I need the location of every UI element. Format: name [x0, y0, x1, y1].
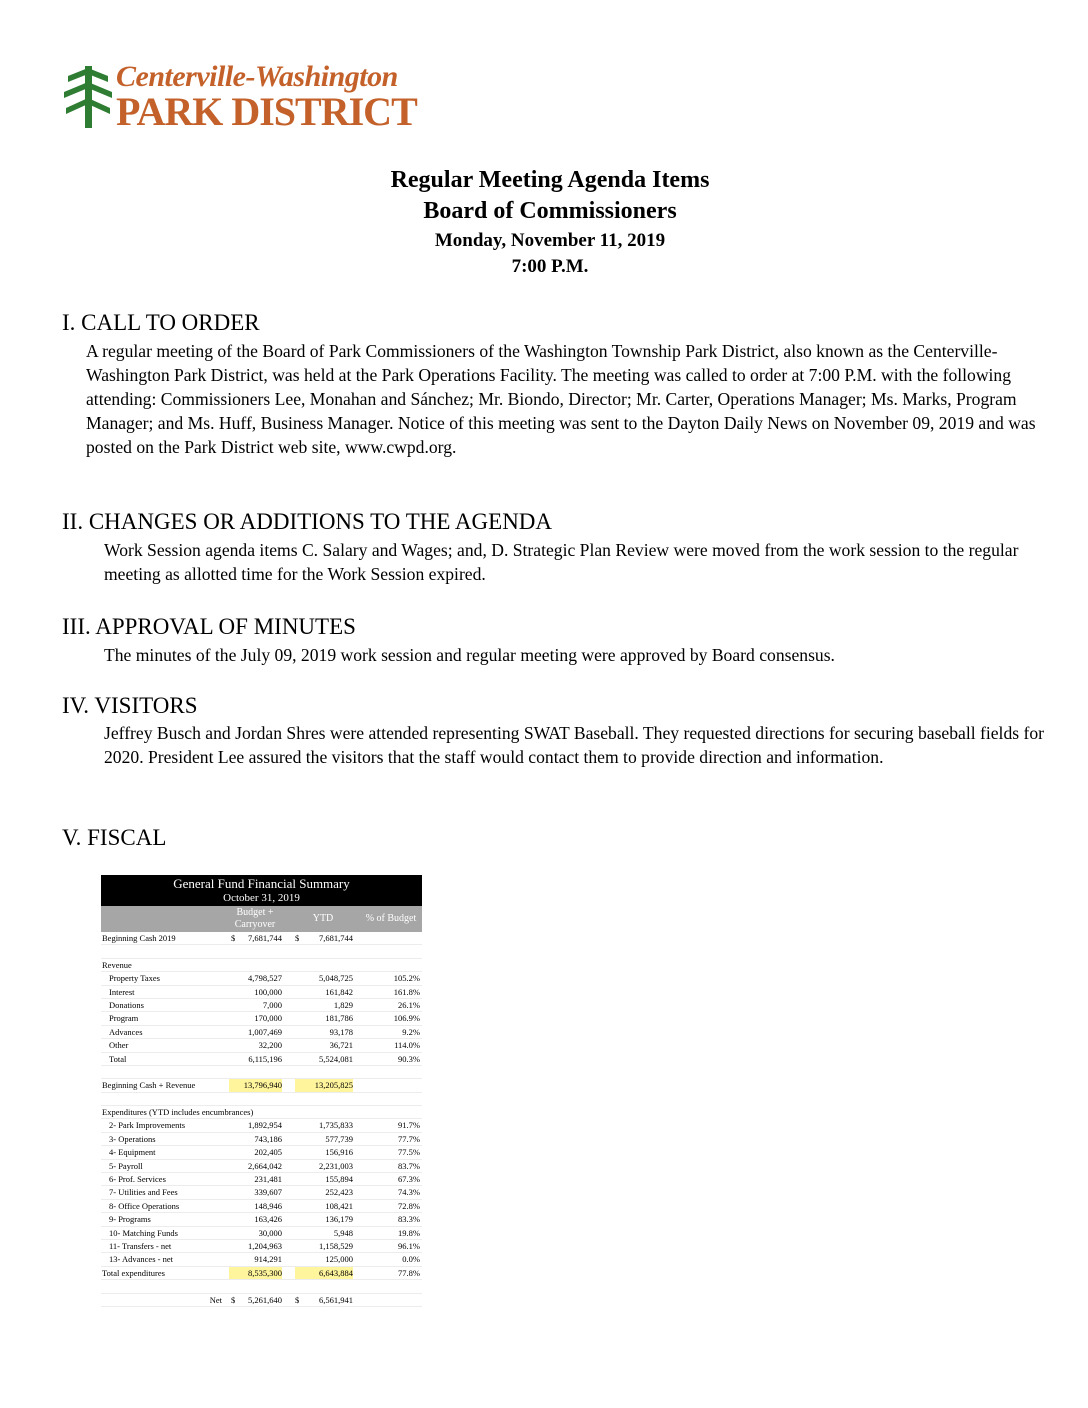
cell-pct: 90.3%: [398, 1053, 420, 1064]
dollar-sign: $: [295, 933, 300, 943]
row-label: Expenditures (YTD includes encumbrances): [102, 1107, 254, 1118]
row-label: Beginning Cash 2019: [102, 933, 176, 943]
cell-budget: 7,000: [262, 999, 282, 1010]
cell-budget: 914,291: [254, 1254, 282, 1265]
cell-budget: 30,000: [258, 1227, 282, 1238]
table-row: [101, 1253, 422, 1266]
table-row: [101, 1227, 422, 1240]
row-label: 4- Equipment: [109, 1147, 156, 1158]
table-row: [101, 986, 422, 999]
cell-pct: 67.3%: [398, 1174, 420, 1185]
col-header-ytd: YTD: [312, 913, 334, 924]
cell-ytd: 2,231,003: [319, 1160, 353, 1171]
cell-budget: 170,000: [254, 1013, 282, 1024]
cell-pct: 114.0%: [394, 1040, 420, 1051]
cell-budget: 1,204,963: [248, 1240, 282, 1251]
logo-line1: Centerville-Washington: [116, 60, 398, 93]
cell-budget: 1,892,954: [248, 1120, 282, 1131]
table-row: [101, 1240, 422, 1253]
row-label: Beginning Cash + Revenue: [102, 1080, 196, 1091]
row-label: 8- Office Operations: [109, 1200, 180, 1211]
cell-budget: 5,261,640: [248, 1294, 282, 1305]
table-row: [101, 1106, 422, 1119]
cell-budget: 4,798,527: [248, 973, 282, 984]
cell-ytd: 93,178: [329, 1026, 353, 1037]
table-row-spacer: [101, 1066, 422, 1079]
cell-budget: 202,405: [254, 1147, 282, 1158]
table-row-spacer: [101, 945, 422, 958]
cell-ytd: 136,179: [325, 1214, 353, 1225]
table-row: [101, 1173, 422, 1186]
cell-ytd: 5,048,725: [319, 973, 353, 984]
cell-pct: 161.8%: [393, 986, 420, 997]
table-row: [101, 1133, 422, 1146]
cell-ytd: 155,894: [325, 1174, 353, 1185]
cell-budget: 163,426: [254, 1214, 282, 1225]
row-label: Revenue: [102, 959, 132, 970]
meeting-date: Monday, November 11, 2019: [434, 230, 666, 251]
logo-line2: PARK DISTRICT: [116, 89, 417, 134]
cell-pct: 96.1%: [398, 1240, 420, 1251]
cell-ytd: 181,786: [325, 1013, 353, 1024]
cell-pct: 74.3%: [398, 1187, 420, 1198]
cell-budget: 13,796,940: [229, 1079, 282, 1091]
park-district-logo: [62, 60, 422, 132]
cell-ytd: 125,000: [325, 1254, 353, 1265]
cell-budget: 1,007,469: [248, 1026, 282, 1037]
section-heading-fiscal: V. FISCAL: [62, 825, 167, 850]
cell-pct: 77.8%: [398, 1267, 420, 1278]
cell-pct: 106.9%: [393, 1013, 420, 1024]
table-row: [101, 1146, 422, 1159]
section-body-minutes: The minutes of the July 09, 2019 work session and regular meeting were approved by Board consensus.: [104, 645, 835, 665]
col-header-budget: Budget + Carryover: [234, 907, 276, 930]
table-row: [101, 999, 422, 1012]
financial-summary-table: [101, 875, 422, 1307]
table-header-row: [101, 906, 422, 932]
section-heading-call-to-order: I. CALL TO ORDER: [62, 310, 260, 335]
cell-pct: 0.0%: [402, 1254, 420, 1265]
row-label: Total: [109, 1053, 127, 1064]
cell-ytd: 7,681,744: [319, 933, 353, 943]
cell-ytd: 577,739: [325, 1133, 353, 1144]
cell-pct: 91.7%: [398, 1120, 420, 1131]
cell-pct: 83.3%: [398, 1214, 420, 1225]
row-label: Advances: [109, 1026, 143, 1037]
table-row: [101, 1079, 422, 1092]
table-row: [101, 1039, 422, 1052]
table-row-spacer: [101, 1093, 422, 1106]
row-label: Other: [109, 1040, 129, 1051]
row-label: 9- Programs: [109, 1214, 151, 1225]
table-row: [101, 1267, 422, 1280]
cell-ytd: 5,948: [333, 1227, 353, 1238]
cell-ytd: 156,916: [325, 1147, 353, 1158]
tree-logo-icon: [62, 62, 114, 130]
cell-budget: 743,186: [254, 1133, 282, 1144]
table-row: [101, 1186, 422, 1199]
row-label: Net: [209, 1294, 222, 1305]
page-subtitle: Board of Commissioners: [423, 198, 677, 224]
table-row: [101, 1119, 422, 1132]
table-row-spacer: [101, 1280, 422, 1293]
row-label: Program: [109, 1013, 139, 1024]
section-heading-changes: II. CHANGES OR ADDITIONS TO THE AGENDA: [62, 509, 553, 534]
cell-budget: 100,000: [254, 986, 282, 997]
row-label: Interest: [109, 986, 135, 997]
cell-ytd: 6,643,884: [295, 1267, 353, 1279]
cell-pct: 72.8%: [398, 1200, 420, 1211]
cell-pct: 9.2%: [402, 1026, 420, 1037]
cell-ytd: 161,842: [325, 986, 353, 997]
cell-ytd: 252,423: [325, 1187, 353, 1198]
cell-ytd: 1,158,529: [319, 1240, 353, 1251]
cell-budget: 8,535,300: [229, 1267, 282, 1279]
col-header-pct: % of Budget: [365, 913, 417, 924]
row-label: 2- Park Improvements: [109, 1120, 186, 1131]
row-label: 13- Advances - net: [109, 1254, 173, 1265]
cell-budget: 32,200: [258, 1040, 282, 1051]
table-row: [101, 1053, 422, 1066]
cell-pct: 83.7%: [398, 1160, 420, 1171]
cell-pct: 105.2%: [393, 973, 420, 984]
table-row: [101, 1012, 422, 1025]
row-label: 11- Transfers - net: [109, 1240, 172, 1251]
section-heading-minutes: III. APPROVAL OF MINUTES: [62, 614, 356, 639]
table-row: [101, 959, 422, 972]
cell-pct: 26.1%: [398, 999, 420, 1010]
page-title: Regular Meeting Agenda Items: [390, 167, 710, 193]
section-body-changes: Work Session agenda items C. Salary and Wages; and, D. Strategic Plan Review were moved from the work session to the regular meeting as allotted time for the Work Session expired.: [104, 540, 1019, 584]
section-heading-visitors: IV. VISITORS: [62, 693, 198, 718]
section-body-visitors: Jeffrey Busch and Jordan Shres were attended representing SWAT Baseball. They requested directions for securing baseball fields for 2020. President Lee assured the visitors that the staff would contact them to provide direction and information.: [104, 723, 1045, 767]
row-label: Donations: [109, 999, 144, 1010]
row-label: 3- Operations: [109, 1133, 156, 1144]
cell-ytd: 36,721: [329, 1040, 353, 1051]
cell-pct: 77.5%: [398, 1147, 420, 1158]
cell-budget: 231,481: [254, 1174, 282, 1185]
table-row: [101, 972, 422, 985]
cell-budget: 6,115,196: [248, 1053, 282, 1064]
dollar-sign: $: [295, 1294, 300, 1305]
cell-pct: 77.7%: [398, 1133, 420, 1144]
section-body-call-to-order: A regular meeting of the Board of Park Commissioners of the Washington Township Park District, also known as the Centerville-Washington Park District, was held at the Park Operations Facility. The meeting was called to order at 7:00 P.M. with the following attending: Commissioners Lee, Monahan and Sánchez; Mr. Biondo, Director; Mr. Carter, Operations Manager; Ms. Marks, Program Manager; and Ms. Huff, Business Manager. Notice of this meeting was sent to the Dayton Daily News on November 09, 2019 and was posted on the Park District web site, www.cwpd.org.: [86, 341, 1036, 457]
row-label: 7- Utilities and Fees: [109, 1187, 178, 1198]
table-date: October 31, 2019: [101, 892, 422, 906]
table-row: [101, 932, 422, 945]
row-label: Total expenditures: [102, 1267, 165, 1278]
cell-budget: 339,607: [254, 1187, 282, 1198]
cell-ytd: 5,524,081: [319, 1053, 353, 1064]
row-label: 5- Payroll: [109, 1160, 143, 1171]
row-label: Property Taxes: [109, 973, 160, 984]
row-label: 10- Matching Funds: [109, 1227, 178, 1238]
cell-budget: 148,946: [254, 1200, 282, 1211]
cell-ytd: 6,561,941: [319, 1294, 353, 1305]
cell-ytd: 13,205,825: [295, 1079, 353, 1091]
row-label: 6- Prof. Services: [109, 1174, 166, 1185]
table-row: [101, 1200, 422, 1213]
cell-ytd: 1,735,833: [319, 1120, 353, 1131]
dollar-sign: $: [231, 933, 236, 943]
cell-budget: 7,681,744: [248, 933, 282, 943]
dollar-sign: $: [231, 1294, 236, 1305]
cell-pct: 19.8%: [398, 1227, 420, 1238]
table-row: [101, 1160, 422, 1173]
cell-ytd: 108,421: [325, 1200, 353, 1211]
cell-budget: 2,664,042: [248, 1160, 282, 1171]
table-row: [101, 1294, 422, 1307]
meeting-time: 7:00 P.M.: [511, 256, 589, 277]
table-row: [101, 1213, 422, 1226]
table-title: General Fund Financial Summary: [101, 875, 422, 892]
table-row: [101, 1026, 422, 1039]
cell-ytd: 1,829: [333, 999, 353, 1010]
